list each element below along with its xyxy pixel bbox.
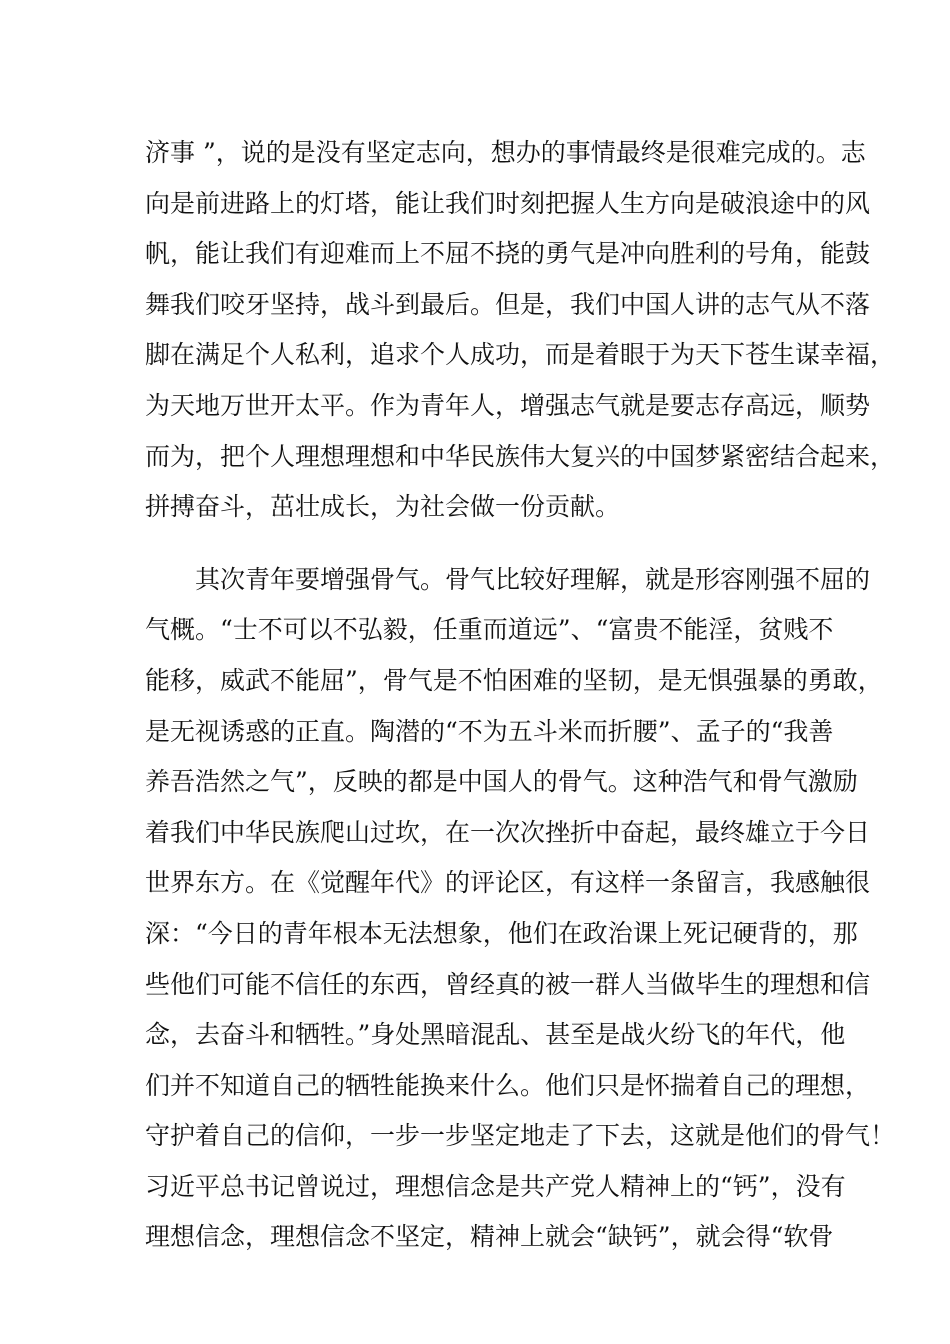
paragraph-1 [145, 128, 896, 533]
paragraph-line: 世界东方。在《觉醒年代》的评论区，有这样一条留言，我感触很 [145, 868, 871, 898]
paragraph-line: 是无视诱惑的正直。陶潜的“不为五斗米而折腰”、孟子的“我善 [145, 716, 834, 746]
paragraph-line: 为天地万世开太平。作为青年人，增强志气就是要志存高远，顺势 [145, 390, 871, 420]
paragraph-line: 其次青年要增强骨气。骨气比较好理解，就是形容刚强不屈的 [195, 564, 871, 594]
paragraph-line: 舞我们咬牙坚持，战斗到最后。但是，我们中国人讲的志气从不落 [145, 289, 871, 319]
paragraph-line: 向是前进路上的灯塔，能让我们时刻把握人生方向是破浪途中的风 [145, 188, 871, 218]
paragraph-line: 些他们可能不信任的东西，曾经真的被一群人当做毕生的理想和信 [145, 969, 871, 999]
paragraph-line: 着我们中华民族爬山过坎，在一次次挫折中奋起，最终雄立于今日 [145, 817, 871, 847]
paragraph-line: 们并不知道自己的牺牲能换来什么。他们只是怀揣着自己的理想， [145, 1070, 871, 1100]
paragraph-line: 理想信念，理想信念不坚定，精神上就会“缺钙”，就会得“软骨 [145, 1222, 834, 1252]
paragraph-line: 而为，把个人理想理想和中华民族伟大复兴的中国梦紧密结合起来， [145, 441, 896, 471]
paragraph-line: 脚在满足个人私利，追求个人成功，而是着眼于为天下苍生谋幸福， [145, 340, 896, 370]
paragraph-line: 深：“今日的青年根本无法想象，他们在政治课上死记硬背的，那 [145, 918, 858, 948]
paragraph-spacer [145, 533, 825, 555]
paragraph-line: 帆，能让我们有迎难而上不屈不挠的勇气是冲向胜利的号角，能鼓 [145, 239, 871, 269]
paragraph-2 [145, 555, 896, 1263]
paragraph-line: 习近平总书记曾说过，理想信念是共产党人精神上的“钙”，没有 [145, 1171, 846, 1201]
paragraph-line: 拼搏奋斗，茁壮成长，为社会做一份贡献。 [145, 492, 621, 522]
document-body [145, 128, 896, 1263]
paragraph-line: 气概。“士不可以不弘毅，任重而道远”、“富贵不能淫，贫贱不 [145, 615, 834, 645]
paragraph-line: 念，去奋斗和牺牲。”身处黑暗混乱、甚至是战火纷飞的年代，他 [145, 1020, 846, 1050]
paragraph-line: 济事 ”，说的是没有坚定志向，想办的事情最终是很难完成的。志 [145, 138, 866, 167]
paragraph-line: 养吾浩然之气”，反映的都是中国人的骨气。这种浩气和骨气激励 [145, 767, 858, 797]
paragraph-line: 守护着自己的信仰，一步一步坚定地走了下去，这就是他们的骨气！ [145, 1121, 896, 1151]
paragraph-line: 能移，威武不能屈”，骨气是不怕困难的坚韧，是无惧强暴的勇敢， [145, 665, 883, 695]
